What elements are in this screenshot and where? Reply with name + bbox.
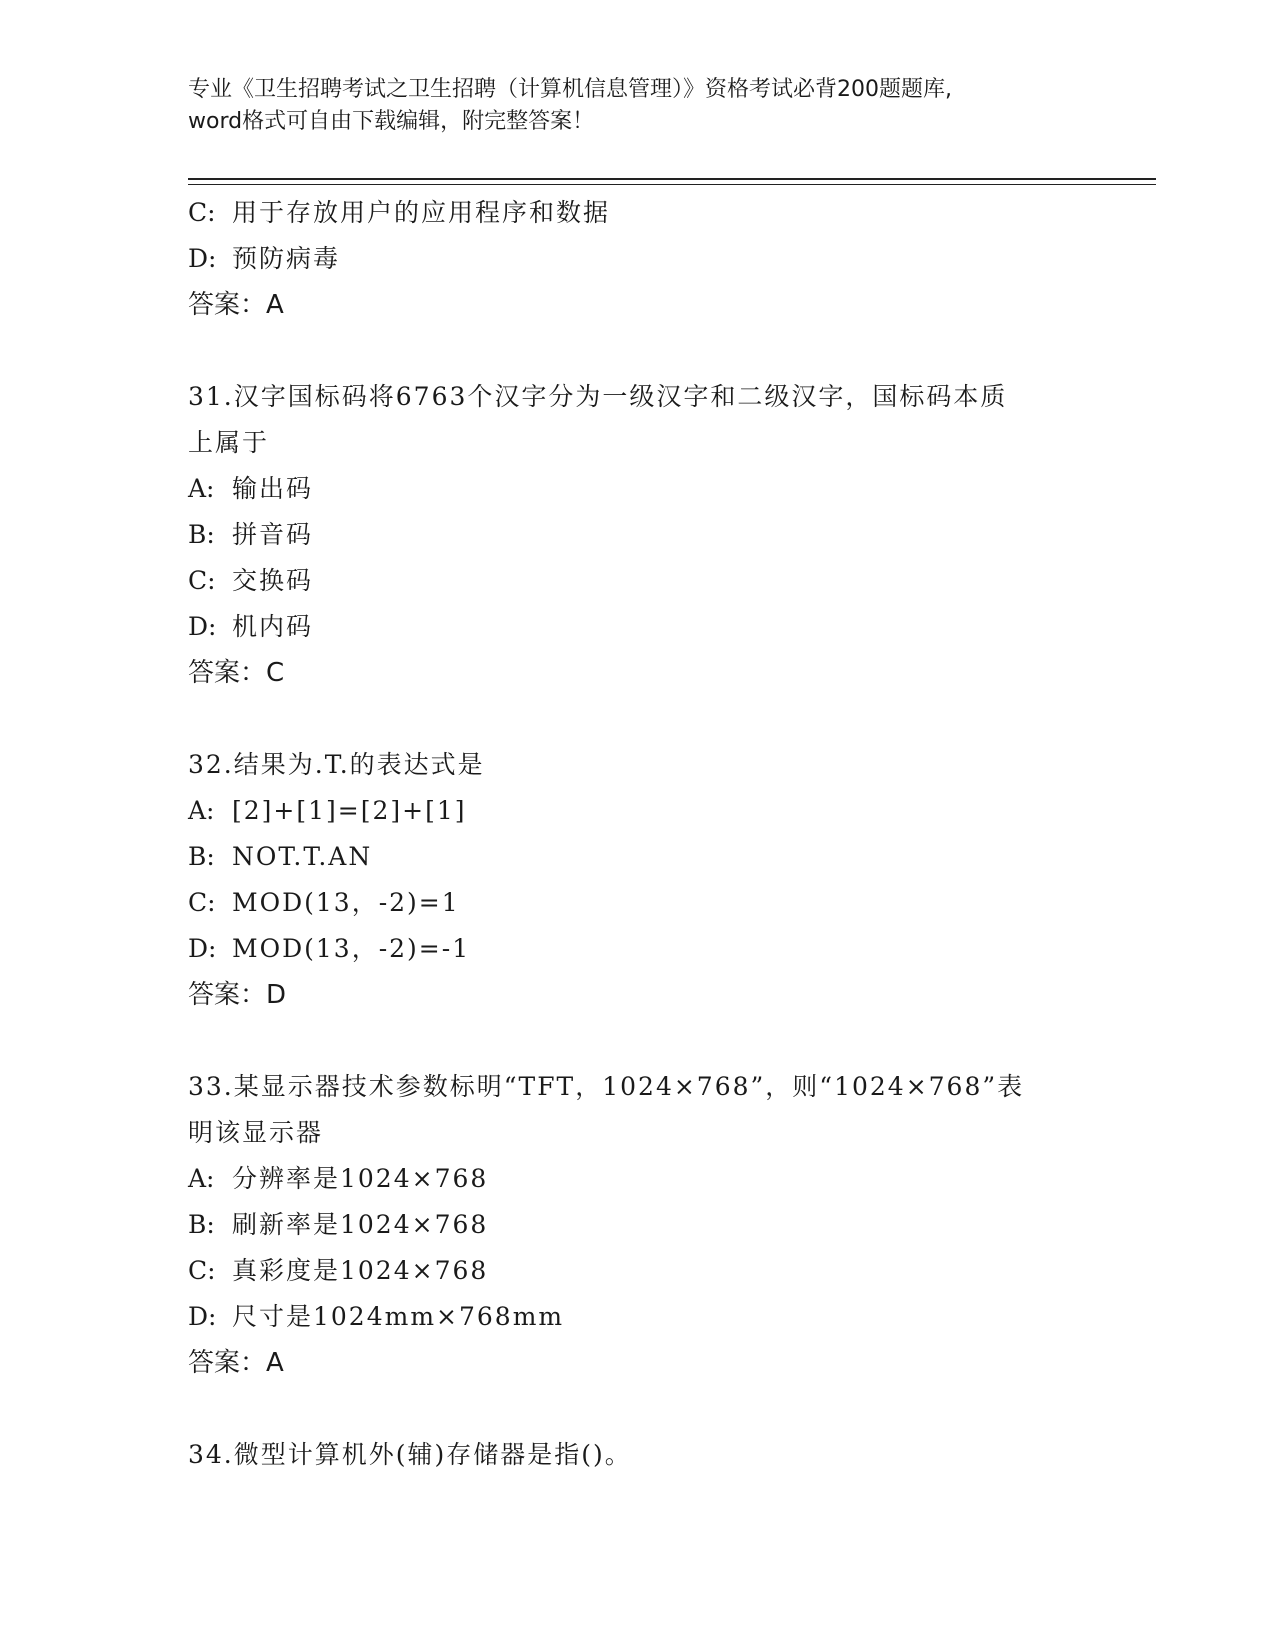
option-line bbox=[188, 236, 1088, 282]
option-label: D: bbox=[188, 934, 217, 963]
option-text: 预防病毒 bbox=[232, 244, 341, 273]
option-line bbox=[188, 834, 1088, 880]
option-label: D: bbox=[188, 244, 217, 273]
option-text: 交换码 bbox=[232, 566, 314, 595]
option-line bbox=[188, 1202, 1088, 1248]
header-divider-top bbox=[188, 178, 1156, 180]
option-label: A: bbox=[188, 796, 215, 825]
option-text: 拼音码 bbox=[232, 520, 314, 549]
option-text: 输出码 bbox=[232, 474, 314, 503]
option-line bbox=[188, 1156, 1088, 1202]
header-line-2: word格式可自由下载编辑，附完整答案！ bbox=[188, 109, 595, 134]
answer-line: 答案：C bbox=[188, 658, 285, 688]
option-line bbox=[188, 190, 1088, 236]
option-text: 机内码 bbox=[232, 612, 314, 641]
option-line bbox=[188, 1294, 1088, 1340]
option-text: 用于存放用户的应用程序和数据 bbox=[232, 198, 611, 227]
option-text: 刷新率是1024×768 bbox=[232, 1210, 489, 1239]
option-line bbox=[188, 558, 1088, 604]
option-text: [2]+[1]=[2]+[1] bbox=[232, 796, 467, 825]
option-text: NOT.T.AN bbox=[232, 842, 373, 871]
answer-line: 答案：A bbox=[188, 290, 284, 320]
question-stem: 31.汉字国标码将6763个汉字分为一级汉字和二级汉字，国标码本质 bbox=[188, 382, 1008, 411]
question-stem: 32.结果为.T.的表达式是 bbox=[188, 750, 485, 779]
question-stem: 33.某显示器技术参数标明“TFT，1024×768”，则“1024×768”表 bbox=[188, 1072, 1025, 1101]
option-label: C: bbox=[188, 566, 216, 595]
option-label: B: bbox=[188, 1210, 215, 1239]
option-label: B: bbox=[188, 520, 215, 549]
option-text: MOD(13，-2)=1 bbox=[232, 888, 460, 917]
option-text: 尺寸是1024mm×768mm bbox=[232, 1302, 565, 1331]
option-line bbox=[188, 466, 1088, 512]
question-stem: 上属于 bbox=[188, 428, 270, 457]
option-line bbox=[188, 926, 1088, 972]
answer-line: 答案：A bbox=[188, 1348, 284, 1378]
header-divider-bottom bbox=[188, 184, 1156, 185]
option-text: 真彩度是1024×768 bbox=[232, 1256, 489, 1285]
option-label: B: bbox=[188, 842, 215, 871]
option-label: C: bbox=[188, 198, 216, 227]
option-text: MOD(13，-2)=-1 bbox=[232, 934, 471, 963]
question-stem: 34.微型计算机外(辅)存储器是指()。 bbox=[188, 1440, 632, 1469]
question-content bbox=[188, 190, 1088, 1478]
option-line bbox=[188, 512, 1088, 558]
option-label: D: bbox=[188, 612, 217, 641]
document-header bbox=[188, 74, 1088, 138]
question-stem: 明该显示器 bbox=[188, 1118, 324, 1147]
option-label: A: bbox=[188, 474, 215, 503]
option-label: A: bbox=[188, 1164, 215, 1193]
option-text: 分辨率是1024×768 bbox=[232, 1164, 489, 1193]
header-line-1: 专业《卫生招聘考试之卫生招聘（计算机信息管理）》资格考试必背200题题库, bbox=[188, 77, 952, 102]
option-label: D: bbox=[188, 1302, 217, 1331]
option-line bbox=[188, 788, 1088, 834]
option-line bbox=[188, 604, 1088, 650]
option-label: C: bbox=[188, 888, 216, 917]
option-label: C: bbox=[188, 1256, 216, 1285]
answer-line: 答案：D bbox=[188, 980, 287, 1010]
option-line bbox=[188, 1248, 1088, 1294]
option-line bbox=[188, 880, 1088, 926]
